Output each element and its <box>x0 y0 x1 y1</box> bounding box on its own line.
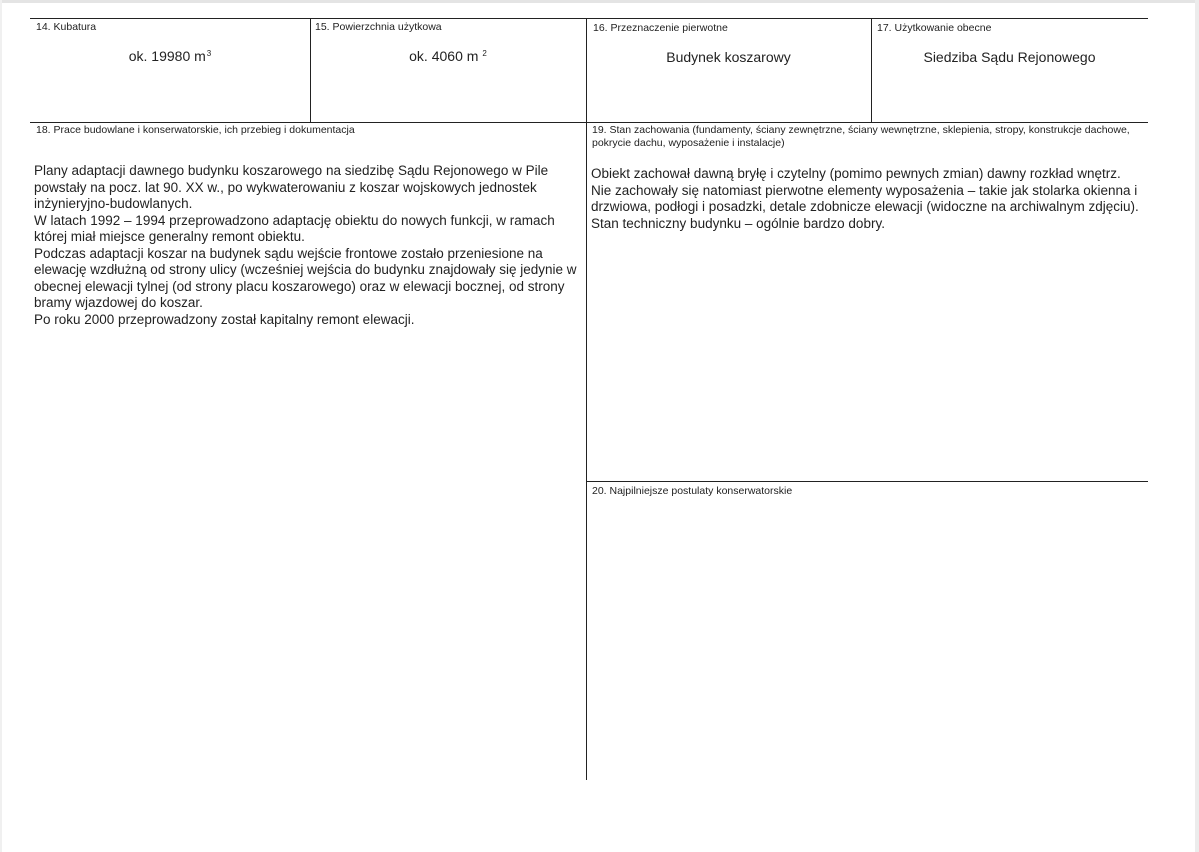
field-16-value: Budynek koszarowy <box>666 49 791 65</box>
row-divider-19-20 <box>586 481 1148 482</box>
row-divider-1 <box>30 122 1148 123</box>
field-14-unit-exponent: 3 <box>206 49 212 58</box>
field-19-label: 19. Stan zachowania (fundamenty, ściany zewnętrzne, ściany wewnętrzne, sklepienia, stropy, konstrukcje dachowe, pokrycie dachu, wyposażenie i instalacje) <box>592 124 1130 149</box>
field-17-value: Siedziba Sądu Rejonowego <box>923 49 1096 65</box>
field-19-paragraph: Stan techniczny budynku – ogólnie bardzo dobry. <box>591 215 885 231</box>
field-14-label: 14. Kubatura <box>36 21 97 33</box>
field-19-paragraph: Obiekt zachował dawną bryłę i czytelny (pomimo pewnych zmian) dawny rozkład wnętrz. Nie zachowały się natomiast pierwotne elementy wyposażenia – takie jak stolarka okienna i drzwiowa, podłogi i posadzki, detale zdobnicze elewacji (widoczne na archiwalnym zdjęciu). <box>591 166 1139 214</box>
field-14-value <box>30 48 310 65</box>
divider-15-16 <box>586 18 587 780</box>
field-15-unit-exponent: 2 <box>482 49 487 58</box>
field-18-paragraph: Plany adaptacji dawnego budynku koszarowego na siedzibę Sądu Rejonowego w Pile powstały na pocz. lat 90. XX w., po wykwaterowaniu z koszar wojskowych jednostek inżynieryjno-budowlanych. <box>34 163 549 211</box>
field-18-paragraph: W latach 1992 – 1994 przeprowadzono adaptację obiektu do nowych funkcji, w ramach której miał miejsce generalny remont obiektu. <box>34 212 555 244</box>
field-15-value-text: ok. 4060 m <box>409 48 479 64</box>
field-18-content <box>34 163 582 328</box>
field-17-label: 17. Użytkowanie obecne <box>877 22 992 34</box>
field-14-value-text: ok. 19980 m <box>128 48 206 64</box>
field-20-label: 20. Najpilniejsze postulaty konserwatorskie <box>592 485 793 497</box>
field-15-value <box>310 48 586 65</box>
scan-edge-right <box>1195 0 1199 852</box>
scan-edge-left <box>0 0 2 852</box>
field-16-label: 16. Przeznaczenie pierwotne <box>593 22 728 34</box>
field-15-label: 15. Powierzchnia użytkowa <box>315 21 442 33</box>
divider-16-17 <box>871 18 872 122</box>
field-19-content <box>591 166 1143 232</box>
field-18-label: 18. Prace budowlane i konserwatorskie, ich przebieg i dokumentacja <box>36 124 355 136</box>
divider-14-15 <box>310 18 311 122</box>
scan-edge-top <box>0 0 1199 3</box>
field-18-paragraph: Podczas adaptacji koszar na budynek sądu wejście frontowe zostało przeniesione na elewację wzdłużną od strony ulicy (wcześniej wejścia do budynku znajdowały się jedynie w obecnej elewacji tylnej (od strony placu koszarowego) oraz w elewacji bocznej, od strony bramy wjazdowej do koszar. <box>34 245 577 310</box>
field-18-paragraph: Po roku 2000 przeprowadzony został kapitalny remont elewacji. <box>34 311 415 327</box>
top-border <box>30 18 1148 19</box>
